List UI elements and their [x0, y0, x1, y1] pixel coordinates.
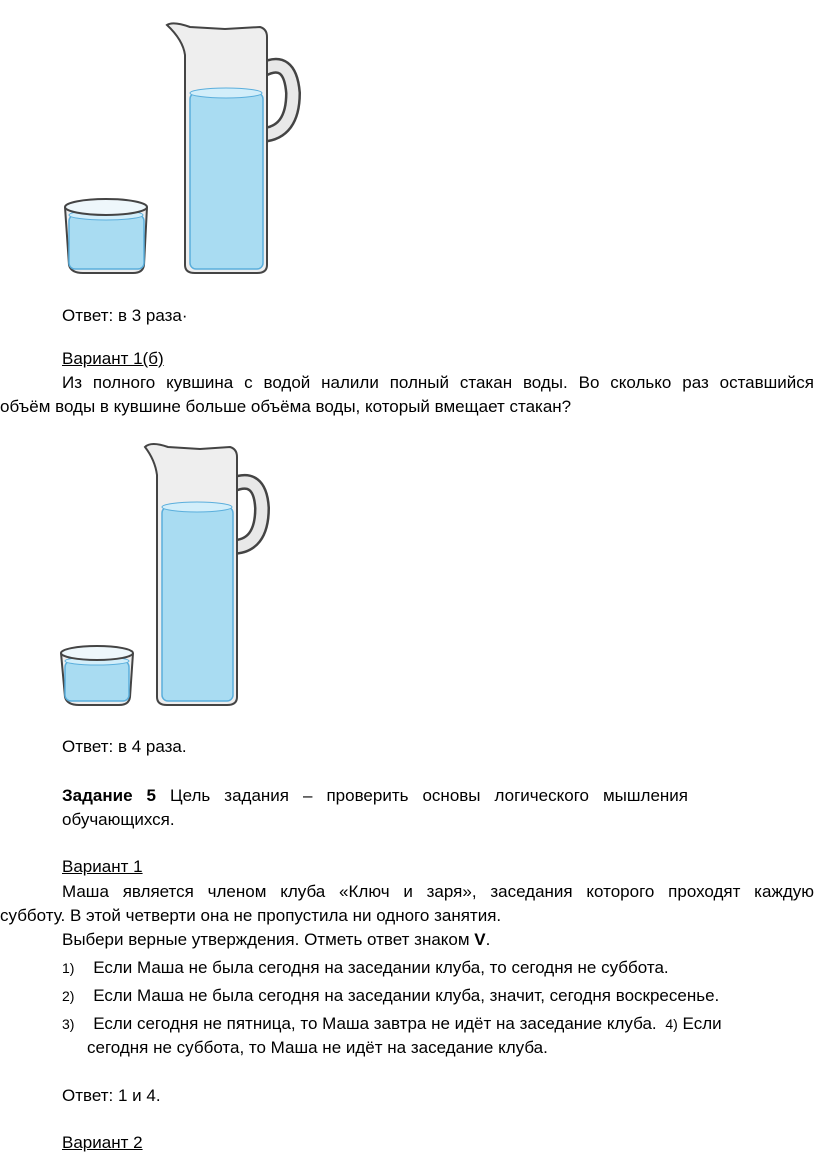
list-item-2 [62, 985, 719, 1009]
water-glass-icon [65, 199, 147, 273]
illustration-jug-and-glass-1 [55, 15, 300, 280]
list-item-continuation: сегодня не суббота, то Маша не идёт на заседание клуба. [87, 1038, 548, 1057]
water-glass-icon [61, 646, 133, 705]
illustration-jug-and-glass-2 [55, 435, 300, 710]
list-item-number: 3) [62, 1016, 75, 1032]
answer-1a-dot: · [181, 306, 188, 325]
variant-1b-title: Вариант 1(б) [62, 349, 164, 368]
list-item-number: 4) [665, 1016, 678, 1032]
list-item-text: Если [682, 1014, 722, 1033]
task5-label: Задание 5 [62, 786, 156, 805]
variant-1-p1-line1: Маша является членом клуба «Ключ и заря», заседания которого проходят каждую [62, 882, 814, 901]
list-item-number: 2) [62, 988, 75, 1004]
variant-1-p1-line2: субботу. В этой четверти она не пропустила ни одного занятия. [0, 906, 502, 925]
task5-line1 [62, 785, 688, 807]
variant-1b-text-line1: Из полного кувшина с водой налили полный стакан воды. Во сколько раз оставшийся [62, 373, 814, 392]
variant-1-title: Вариант 1 [62, 857, 143, 876]
variant-1b-text-line2: объём воды в кувшине больше объёма воды, который вмещает стакан? [0, 397, 572, 416]
list-item-number: 1) [62, 960, 75, 976]
list-item-text: Если Маша не была сегодня на заседании клуба, то сегодня не суббота. [93, 958, 669, 977]
list-item-text: Если сегодня не пятница, то Маша завтра не идёт на заседание клуба. [93, 1014, 657, 1033]
answer-1b: Ответ: в 4 раза. [62, 737, 187, 756]
task5-text-line2: обучающихся. [62, 810, 175, 829]
list-item-1 [62, 957, 669, 981]
instruction-end: . [485, 930, 491, 949]
list-item-3 [62, 1013, 722, 1037]
variant-1-instruction [62, 929, 490, 951]
water-jug-icon [145, 444, 262, 705]
task5-text-line1: Цель задания – проверить основы логического мышления [170, 786, 688, 805]
answer-1a-text: Ответ: в 3 раза [62, 306, 182, 325]
instruction-text: Выбери верные утверждения. Отметь ответ знаком [62, 930, 470, 949]
answer-variant-1: Ответ: 1 и 4. [62, 1086, 161, 1105]
instruction-mark: V [474, 930, 486, 949]
list-item-text: Если Маша не была сегодня на заседании клуба, значит, сегодня воскресенье. [93, 986, 720, 1005]
answer-1a [62, 305, 188, 327]
variant-2-title: Вариант 2 [62, 1133, 143, 1152]
water-jug-icon [167, 23, 293, 273]
